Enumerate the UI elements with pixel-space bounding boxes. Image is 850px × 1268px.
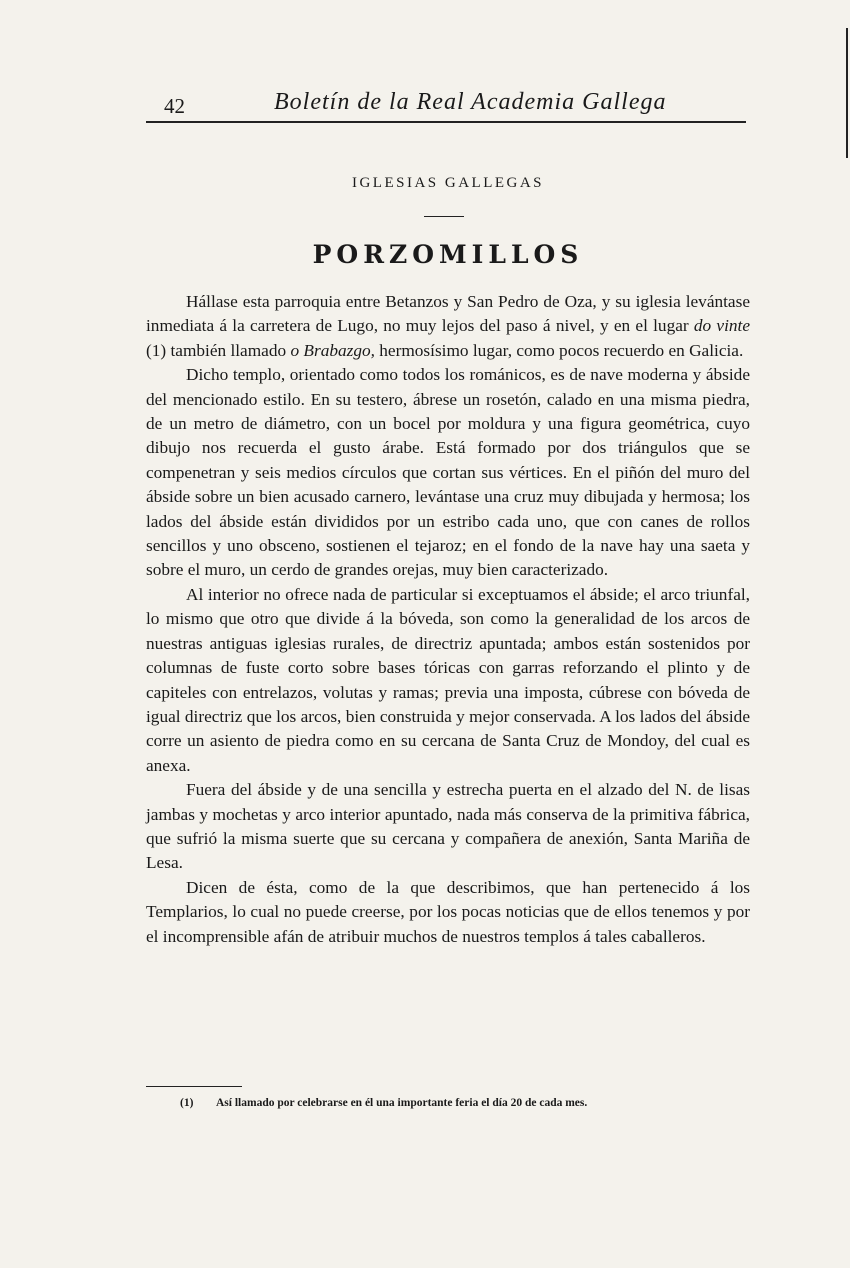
paragraph-1-text-c: hermosísimo lugar, como pocos recuerdo en Galicia. [374, 340, 744, 360]
footnote-rule [146, 1086, 242, 1087]
place-name-italic: do vinte [693, 316, 750, 336]
paragraph-4: Fuera del ábside y de una sencilla y estrecha puerta en el alzado del N. de lisas jambas y mochetas y arco interior apuntado, nada más conserva de la primitiva fábrica, que sufrió la misma suerte que su cercana y compañera de anexión, Santa Mariña de Lesa. [146, 780, 750, 873]
page-edge-mark [846, 28, 848, 158]
title-divider [424, 216, 464, 217]
paragraph-3: Al interior no ofrece nada de particular si exceptuamos el ábside; el arco triunfal, lo mismo que otro que divide á la bóveda, son como la generalidad de los arcos de nuestras antiguas iglesias rurales, de directriz apuntada; ambos están sostenidos por columnas de fuste corto sobre bases tóricas con garras reforzando el plinto y de capiteles con entrelazos, volutas y ramas; previa una imposta, cúbrese con bóveda de igual directriz que los arcos, bien construida y mejor conservada. A los lados del ábside corre un asiento de piedra como en su cercana de Santa Cruz de Mondoy, del cual es anexa. [146, 584, 750, 775]
footnote [180, 1097, 740, 1109]
alt-name-italic: o Brabazgo, [290, 340, 375, 360]
journal-title: Boletín de la Real Academia Gallega [274, 89, 667, 115]
paragraph-1 [146, 290, 750, 363]
paragraph-1-text-b: (1) también llamado [146, 340, 291, 360]
section-heading: IGLESIAS GALLEGAS [351, 175, 545, 191]
page-number: 42 [164, 94, 185, 118]
header-rule [146, 121, 746, 123]
footnote-marker: (1) [180, 1097, 194, 1109]
footnote-text: Así llamado por celebrarse en él una importante feria el día 20 de cada mes. [216, 1097, 588, 1109]
paragraph-2: Dicho templo, orientado como todos los románicos, es de nave moderna y ábside del mencionado estilo. En su testero, ábrese un rosetón, calado en una misma piedra, de un metro de diámetro, con un bocel por moldura y una figura geométrica, cuyo dibujo nos recuerda el gusto árabe. Está formado por dos triángulos que se compenetran y seis medios círculos que cortan sus vértices. En el piñón del muro del ábside sobre un bien acusado carnero, levántase una cruz muy dibujada y hermosa; los lados del ábside están divididos por un estribo cada uno, que con canes de rollos sencillos y uno obsceno, sostienen el tejaroz; en el fondo de la nave hay una saeta y sobre el muro, un cerdo de grandes orejas, muy bien caracterizado. [146, 365, 750, 580]
paragraph-5: Dicen de ésta, como de la que describimos, que han pertenecido á los Templarios, lo cual no puede creerse, por los pocas noticias que de ellos tenemos y por el incomprensible afán de atribuir muchos de nuestros templos á tales caballeros. [146, 877, 750, 946]
article-title: PORZOMILLOS [312, 240, 584, 269]
running-head [146, 88, 746, 122]
paragraph-1-text-a: Hállase esta parroquia entre Betanzos y San Pedro de Oza, y su iglesia levántase inmediata á la carretera de Lugo, no muy lejos del paso á nivel, y en el lugar [146, 292, 750, 336]
article-body [146, 290, 750, 949]
